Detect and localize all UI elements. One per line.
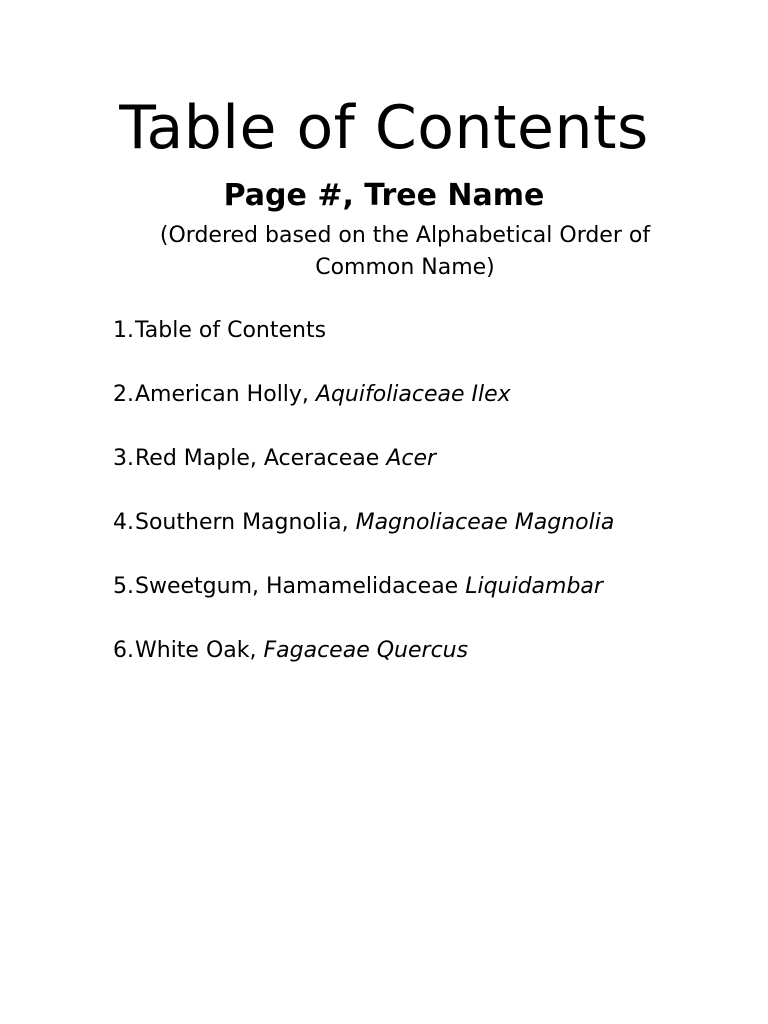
toc-entry-text <box>135 506 614 540</box>
toc-list <box>113 314 733 698</box>
toc-entry-5 <box>113 570 733 634</box>
toc-entry-3 <box>113 442 733 506</box>
common-name: White Oak, <box>135 638 264 663</box>
page-subtitle: Page #, Tree Name <box>223 178 545 213</box>
family-name: Aceraceae <box>263 446 387 471</box>
common-name: American Holly, <box>135 382 316 407</box>
toc-entry-2 <box>113 378 733 442</box>
common-name: Sweetgum, <box>135 574 266 599</box>
toc-entry-4 <box>113 506 733 570</box>
scientific-name: Magnoliaceae Magnolia <box>355 510 615 535</box>
toc-entry-number: 6. <box>113 638 134 663</box>
toc-entry-text <box>135 314 326 348</box>
toc-entry-number: 5. <box>113 574 134 599</box>
toc-entry-number: 2. <box>113 382 134 407</box>
family-name: Hamamelidaceae <box>265 574 466 599</box>
scientific-name: Liquidambar <box>465 574 603 599</box>
toc-entry-number: 1. <box>113 318 134 343</box>
common-name: Red Maple, <box>135 446 264 471</box>
common-name: Southern Magnolia, <box>135 510 356 535</box>
scientific-name: Fagaceae Quercus <box>263 638 469 663</box>
scientific-name: Acer <box>386 446 437 471</box>
toc-entry-text <box>135 378 511 412</box>
toc-entry-6 <box>113 634 733 698</box>
scientific-name: Aquifoliaceae Ilex <box>315 382 511 407</box>
common-name: Table of Contents <box>135 318 327 343</box>
toc-entry-text <box>135 634 468 668</box>
toc-entry-1 <box>113 314 733 378</box>
toc-entry-text <box>135 442 436 476</box>
page-title: Table of Contents <box>119 93 649 163</box>
toc-entry-number: 3. <box>113 446 134 471</box>
toc-entry-text <box>135 570 603 604</box>
toc-entry-number: 4. <box>113 510 134 535</box>
ordering-note: (Ordered based on the Alphabetical Order of Common Name) <box>159 223 651 280</box>
